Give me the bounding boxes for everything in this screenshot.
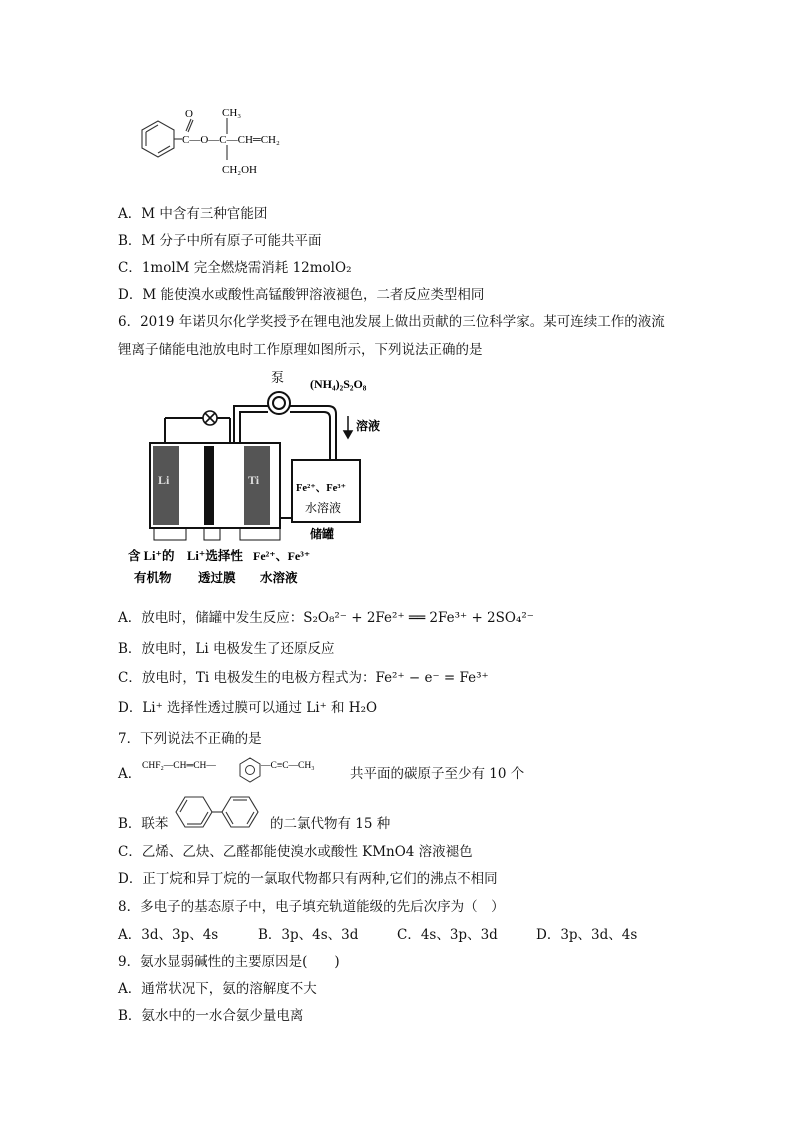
label-leaders [154,528,280,540]
biphenyl-structure [172,790,264,834]
membrane [204,446,214,525]
q8-stem: 8．多电子的基态原子中，电子填充轨道能级的先后次序为（ ） [118,899,505,915]
q7-option-a-suffix: 共平面的碳原子至少有 10 个 [350,766,525,782]
q6-stem-line1: 6．2019 年诺贝尔化学奖授予在锂电池发展上做出贡献的三位科学家。某可连续工作的液流 [118,314,665,330]
li-label: Li [158,473,170,487]
q7a-structure-svg [140,755,355,787]
ch3-label: CH₃ [222,107,242,119]
q7-option-d: D．正丁烷和异丁烷的一氯取代物都只有两种,它们的沸点不相同 [118,871,498,887]
arrow-down-icon [344,416,352,438]
q6-option-d: D．Li⁺ 选择性透过膜可以通过 Li⁺ 和 H₂O [118,700,378,716]
q7a-structure [140,755,355,787]
structure-m-svg [122,100,322,185]
label1-line1: 含 Li⁺的 [128,549,175,563]
reagent-label: (NH₄)₂S₂O₈ [310,377,367,391]
q6-stem-line2: 锂离子储能电池放电时工作原理如图所示，下列说法正确的是 [118,342,483,358]
q5-option-c: C．1molM 完全燃烧需消耗 12molO₂ [118,260,352,276]
label2-line1: Li⁺选择性 [187,549,243,563]
q6-option-c: C．放电时，Ti 电极发生的电极方程式为：Fe²⁺ − e⁻ = Fe³⁺ [118,670,489,686]
q7-option-a-prefix: A． [118,766,142,782]
q9-option-a: A．通常状况下，氨的溶解度不大 [118,981,317,997]
battery-diagram [120,368,380,593]
q7-option-a [118,765,141,783]
q8-option-a: A．3d、3p、4s [118,927,219,943]
q8-option-d: D．3p、3d、4s [536,927,638,943]
reagent-sub-label: 溶液 [356,419,380,433]
q7a-formula-right: —C≡C—CH₃ [261,761,315,771]
label3-line1: Fe²⁺、Fe³⁺ [253,549,311,563]
ch2oh-label: CH₂OH [222,164,258,176]
battery-svg [120,368,380,593]
biphenyl-svg [172,790,264,834]
q5-option-d: D．M 能使溴水或酸性高锰酸钾溶液褪色，二者反应类型相同 [118,287,485,303]
tank-solution: 水溶液 [305,501,342,515]
label3-line2: 水溶液 [260,571,298,585]
q5-option-b: B．M 分子中所有原子可能共平面 [118,233,322,249]
q7-option-b-prefix: B．联苯 [118,816,169,832]
q6-option-b: B．放电时，Li 电极发生了还原反应 [118,641,335,657]
q7-stem: 7．下列说法不正确的是 [118,731,262,747]
q7-option-b-suffix: 的二氯代物有 15 种 [270,816,391,832]
external-circuit [165,418,230,443]
q8-option-c: C．4s、3p、3d [397,927,498,943]
q6-option-a: A．放电时，储罐中发生反应：S₂O₈²⁻ + 2Fe²⁺ ══ 2Fe³⁺ + 2SO₄²⁻ [118,610,534,626]
q8-option-b: B．3p、4s、3d [258,927,359,943]
q9-stem: 9．氨水显弱碱性的主要原因是( ) [118,954,340,970]
bulb-icon [203,411,217,425]
label2-line2: 透过膜 [198,571,236,585]
q5-option-a: A．M 中含有三种官能团 [118,206,268,222]
benzene-ring-q7 [240,758,260,782]
carbonyl-o: O [185,108,193,120]
ring-left [176,797,212,827]
chain-label: C—O—C—CH═CH₂ [182,134,280,146]
pump-label: 泵 [271,370,285,385]
q7a-formula-left: CHF₂—CH═CH— [142,761,216,771]
tank-label: 储罐 [310,527,335,541]
pump-icon [268,392,290,414]
ring-right [222,797,258,827]
tank-ions: Fe²⁺、Fe³⁺ [296,483,347,494]
label1-line2: 有机物 [134,571,172,585]
ti-label: Ti [248,473,260,487]
q7-option-c: C．乙烯、乙炔、乙醛都能使溴水或酸性 KMnO4 溶液褪色 [118,844,473,860]
structure-m-figure [122,100,322,185]
q9-option-b: B．氨水中的一水合氨少量电离 [118,1008,304,1024]
